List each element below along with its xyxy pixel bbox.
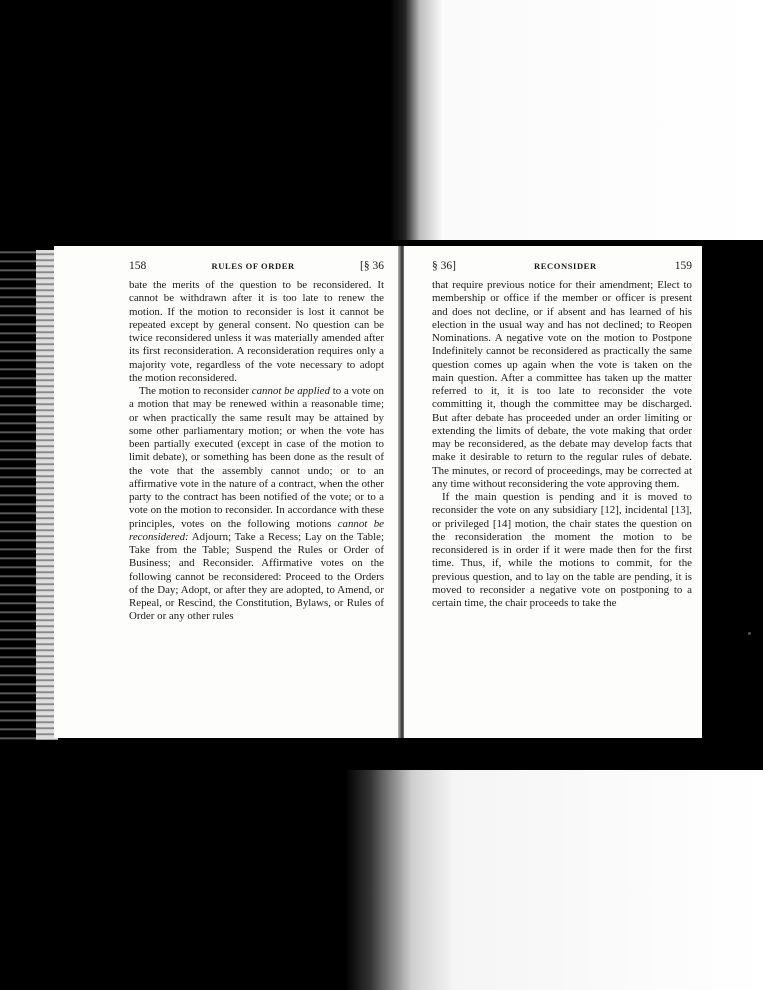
left-running-head	[129, 260, 384, 272]
left-running-title: RULES OF ORDER	[211, 261, 295, 271]
right-paragraph-2: If the main question is pending and it is moved to reconsider the vote on any subsidiary [12], incidental [13], or privileged [14] motion, the chair states the question on the reconsideration the moment the motion to be reconsidered is in order if it were made then for the first time. Thus, if, while the motions to commit, for the previous question, and to lay on the table are pending, it is moved to reconsider a negative vote on postponing to a certain time, the chair proceeds to take the	[432, 491, 692, 609]
scanner-glare-top	[390, 0, 763, 240]
scanner-glare-bottom	[345, 770, 763, 990]
left-para2-emphasis-2: cannot be reconsidered:	[129, 517, 384, 543]
left-page-number: 158	[129, 260, 147, 272]
right-page	[404, 246, 702, 738]
left-para2-end: Adjourn; Take a Recess; Lay on the Table; Take from the Table; Suspend the Rules or Order of Business; and Reconsider. Affirmative votes on the following cannot be reconsidered: Proceed to the Orders of the Day; Adopt, or after they are adopted, to Amend, or Repeal, or Rescind, the Constitution, Bylaws, or Rules of Order or any other rules	[129, 530, 384, 623]
left-body-text	[129, 279, 384, 624]
right-running-title: RECONSIDER	[534, 261, 597, 271]
left-para2-emphasis-1: cannot be applied	[251, 385, 330, 397]
scan-speck	[748, 632, 751, 635]
right-running-head	[432, 260, 692, 272]
left-section-ref: [§ 36	[360, 260, 384, 272]
right-section-ref: § 36]	[432, 260, 456, 272]
left-paragraph-2	[129, 385, 384, 624]
left-para2-start: The motion to reconsider	[139, 385, 252, 397]
left-paragraph-1: bate the merits of the question to be reconsidered. It cannot be withdrawn after it is too late to renew the motion. If the motion to reconsider is lost it cannot be repeated except by general consent. No question can be twice reconsidered unless it was materially amended after its first reconsideration. A reconsideration requires only a majority vote, regardless of the vote necessary to adopt the motion reconsidered.	[129, 279, 384, 384]
left-page	[54, 246, 400, 738]
right-body-text	[432, 279, 692, 610]
right-page-number: 159	[674, 260, 692, 272]
right-paragraph-1: that require previous notice for their amendment; Elect to membership or office if the member or officer is present and does not decline, or if absent and has learned of his election in the usual way and has not declined; to Reopen Nominations. A negative vote on the motion to Postpone Indefinitely cannot be reconsidered as practically the same question comes up again when the vote is taken on the main question. After a committee has taken up the matter referred to it, it is too late to reconsider the vote committing it, though the committee may be discharged. But after debate has proceeded under an order limiting or extending the limits of debate, the vote making that order may be reconsidered, as the debate may develop facts that make it desirable to return to the regular rules of debate. The minutes, or record of proceedings, may be corrected at any time without reconsidering the vote approving them.	[432, 279, 692, 490]
left-para2-middle: to a vote on a motion that may be renewed within a reasonable time; or when practically the same result may be attained by some other parliamentary motion; or when the vote has been partially executed (except in case of the motion to limit debate), or something has been done as the result of the vote that the assembly cannot undo; or to an affirmative vote in the nature of a contract, when the other party to the contract has been notified of the vote; or to a vote on the motion to reconsider. In accordance with these principles, votes on the following motions	[129, 385, 384, 530]
